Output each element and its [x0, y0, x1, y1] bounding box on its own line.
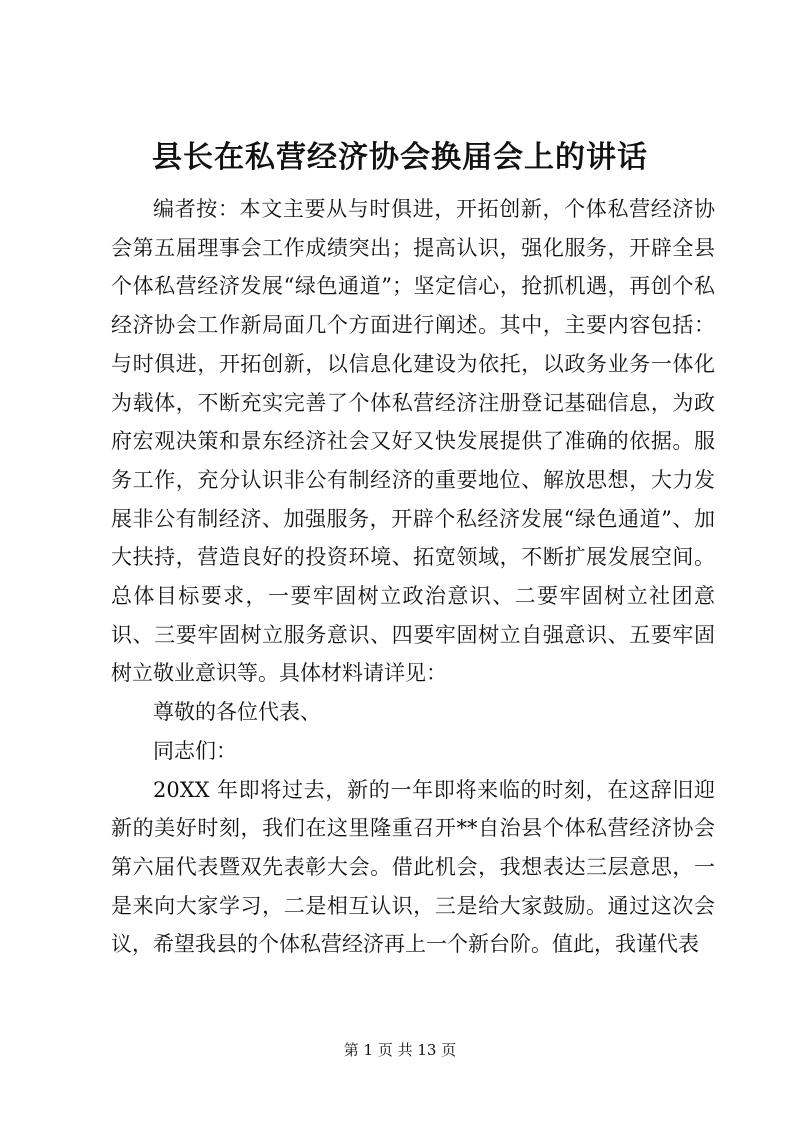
- page-indicator: 第 1 页 共 13 页: [343, 1041, 457, 1059]
- document-body: [111, 190, 715, 964]
- speech-paragraph: 20XX 年即将过去，新的一年即将来临的时刻，在这辞旧迎新的美好时刻，我们在这里隆重召开**自治县个体私营经济协会第六届代表暨双先表彰大会。借此机会，我想表达三层意思，一是来向大家学习，二是相互认识，三是给大家鼓励。通过这次会议，希望我县的个体私营经济再上一个新台阶。值此，我谨代表: [111, 777, 715, 957]
- salutation-line: 尊敬的各位代表、: [153, 700, 321, 725]
- document-title: 县长在私营经济协会换届会上的讲话: [152, 140, 648, 175]
- editor-note-paragraph: 编者按：本文主要从与时俱进，开拓创新，个体私营经济协会第五届理事会工作成绩突出；提高认识，强化服务，开辟全县个体私营经济发展“绿色通道”；坚定信心，抢抓机遇，再创个私经济协会工作新局面几个方面进行阐述。其中，主要内容包括：与时俱进，开拓创新，以信息化建设为依托，以政务业务一体化为载体，不断充实完善了个体私营经济注册登记基础信息，为政府宏观决策和景东经济社会又好又快发展提供了准确的依据。服务工作，充分认识非公有制经济的重要地位、解放思想，大力发展非公有制经济、加强服务，开辟个私经济发展“绿色通道”、加大扶持，营造良好的投资环境、拓宽领域，不断扩展发展空间。总体目标要求，一要牢固树立政治意识、二要牢固树立社团意识、三要牢固树立服务意识、四要牢固树立自强意识、五要牢固树立敬业意识等。具体材料请详见：: [111, 197, 715, 686]
- salutation-line: 同志们：: [153, 738, 237, 763]
